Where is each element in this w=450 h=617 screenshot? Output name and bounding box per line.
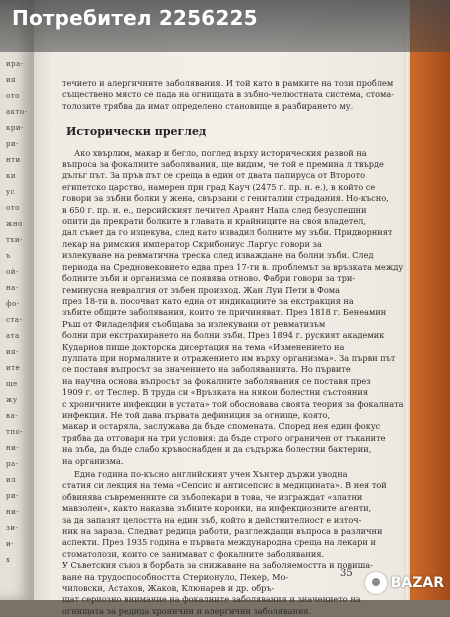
left-page-fragment: ри- <box>6 140 20 148</box>
text-line: в 650 г. пр. н. е., персийският лечител Араянт Напа след безуспешни <box>62 204 367 215</box>
text-line: трябва да отговаря на три условия: да бъде строго ограничен от тъканите <box>62 432 386 443</box>
left-page-fragment: тпо- <box>6 428 24 436</box>
left-page-fragment: ото <box>6 92 20 100</box>
text-line: У Съветския съюз в борбата за снижаване на заболяемостта и повиша- <box>62 560 373 571</box>
text-line: огнищата за редица хронични и алергични заболявания. <box>62 605 312 616</box>
left-page-fragment: ия <box>6 76 17 84</box>
left-page-fragment: ки <box>6 172 17 180</box>
text-line: периода на Средновековието едва през 17-ти в. проблемът за връзката между <box>62 261 404 272</box>
text-line: с хроничните инфекции в устата» той обосновава своята теория за фокалната <box>62 398 404 409</box>
left-page-fragment: жу <box>6 396 18 404</box>
text-line: лекар на римския император Скрибониус Ларгус говори за <box>62 238 322 249</box>
left-page-fragment: ъ <box>6 252 11 260</box>
left-page-fragment: ира- <box>6 60 24 68</box>
history-paragraph-2 <box>62 469 387 617</box>
text-line: Кударнов пише докторска дисертация на тема «Изменението на <box>62 341 345 352</box>
user-banner-text: Потребител 2256225 <box>12 6 258 30</box>
text-line: инфекция. Не той дава първата дефиниция за огнище, която, <box>62 409 331 420</box>
left-page-fragment: ра- <box>6 460 19 468</box>
text-line: на зъба, да бъде слабо кръвоснабден и да съдържа болестни бактерии, <box>62 444 372 455</box>
text-line: говори за зъбни болки у жена, свързани с гениталии страдания. Но-късно, <box>62 193 389 204</box>
left-page-fragment: зи- <box>6 524 19 532</box>
text-line: чиловски, Астахов, Жаков, Клюнарев и др. обръ- <box>62 583 275 594</box>
text-line: дълъг път. За пръв път се среща в един от двата папируса от Второто <box>62 170 366 181</box>
text-line: обвинява съвременните си зъболекари в това, че изграждат «златни <box>62 491 363 502</box>
text-line: течието и алергичните заболявания. И той като в рамките на този проблем <box>62 78 394 88</box>
text-line: 1909 г. от Теслер. В труда си «Връзката на някои болестни състояния <box>62 387 368 398</box>
text-line: на организма. <box>62 455 124 466</box>
text-line: пулпата при нормалните и отражението им върху организма». За първи път <box>62 352 396 363</box>
text-line: през 18-ти в. посочват като една от индикациите за екстракция на <box>62 295 354 306</box>
left-page-fragment: нти <box>6 156 21 164</box>
text-line: ник на зараза. Следват редица работи, разглеждащи въпроса в различни <box>62 526 383 537</box>
left-page-fragment: акто- <box>6 108 28 116</box>
section-heading: Исторически преглед <box>66 125 207 139</box>
text-line: дал съвет да го изцекува, след като извадил болните му зъби. Придворният <box>62 227 393 238</box>
left-page-fragment: кри- <box>6 124 24 132</box>
history-paragraph-1 <box>62 147 404 467</box>
left-page-fragment: ва- <box>6 412 18 420</box>
text-line: опити да прекрати болките в главата и крайниците на своя владетел, <box>62 216 366 227</box>
text-line: геминусна невралгия от зъбен произход. Жан Луи Пети в Фома <box>62 284 341 295</box>
text-line: аспекти. През 1935 година е първата международна среща на лекари и <box>62 537 376 548</box>
text-line: за да запазят целостта на един зъб, който в действителност е източ- <box>62 514 362 525</box>
left-page-fragment: ите <box>6 364 21 372</box>
left-page-fragment: жно <box>6 220 23 228</box>
bazar-logo-icon <box>365 572 387 594</box>
left-page-fragment: ия- <box>6 348 19 356</box>
text-line: стоматолози, които се занимават с фокалните заболявания. <box>62 548 325 559</box>
bazar-watermark <box>365 572 444 594</box>
left-page-fragment: ото <box>6 204 20 212</box>
text-line: се поставя въпросът за значението на заболяванията. Но първите <box>62 364 351 375</box>
text-line: толозите трябва да имат определено становище в разбирането му. <box>62 100 354 111</box>
user-banner <box>0 0 450 52</box>
text-line: макар и остаряла, заслужава да бъде спомената. Според нея един фокус <box>62 421 381 432</box>
left-page-fragment: и- <box>6 540 15 548</box>
text-line: ване на трудоспособността Стерионуло, Пекер, Мо- <box>62 571 289 582</box>
left-page-fragment: фо- <box>6 300 20 308</box>
left-page-fragment: ще <box>6 380 18 388</box>
left-page-fragment: на- <box>6 284 19 292</box>
text-line: съществено място се пада на огнищата в зъбно-челюстната система, стома- <box>62 89 395 100</box>
text-line: болни при екстрахирането на болни зъби. През 1894 г. руският академик <box>62 330 385 341</box>
text-line: Ръш от Филаделфия съобщава за излекувани от ревматизъм <box>62 318 326 329</box>
left-page-fragment: ил <box>6 476 17 484</box>
text-line: мавзолеи», както наказва зъбните коронки, на инфекциозните агенти, <box>62 503 372 514</box>
left-page-fragment: ус <box>6 188 16 196</box>
left-page-fragment: ста- <box>6 316 23 324</box>
watermark-text: BAZAR <box>390 575 444 591</box>
text-line: излекуване на ревматична треска след изваждане на болни зъби. След <box>62 250 374 261</box>
text-line: болните зъби и организма се появява отново. Фабри говори за три- <box>62 273 356 284</box>
text-line: въпроса за фокалните заболявания, ще видим, че той е премина л твърде <box>62 159 384 170</box>
text-line: Ако хвърлим, макар и бегло, поглед върху историческия развой на <box>74 147 367 158</box>
page-number: 35 <box>340 568 353 579</box>
text-line: на научна основа въпросът за фокалните заболявания се поставя през <box>62 375 371 386</box>
left-page-fragment: ой- <box>6 268 19 276</box>
left-page-fragment: тхи- <box>6 236 23 244</box>
left-page-fragment: ри- <box>6 492 20 500</box>
left-page-fragment: ни- <box>6 444 20 452</box>
text-line: зъбите общите заболявания, които те причиняват. През 1818 г. Бенеамин <box>62 307 387 318</box>
text-line: статия си лекция на тема «Сепсис и антисепсис в медицината». В нея той <box>62 480 387 491</box>
text-line: египетско царство, намерен при град Кауч (2475 г. пр. н. е.), в който се <box>62 181 376 192</box>
left-page-fragment: ата <box>6 332 20 340</box>
left-page-fragment: х <box>6 556 11 564</box>
page-text-column <box>62 78 404 617</box>
intro-paragraph <box>62 78 395 112</box>
left-page-fragment: ни- <box>6 508 20 516</box>
left-page-margin <box>0 0 34 600</box>
text-line: щат сериозно внимание на фокалните заболявания и значението на <box>62 594 361 605</box>
book-page <box>34 0 404 616</box>
text-line: Една година по-късно английският учен Хънтер държи уводна <box>74 469 348 479</box>
